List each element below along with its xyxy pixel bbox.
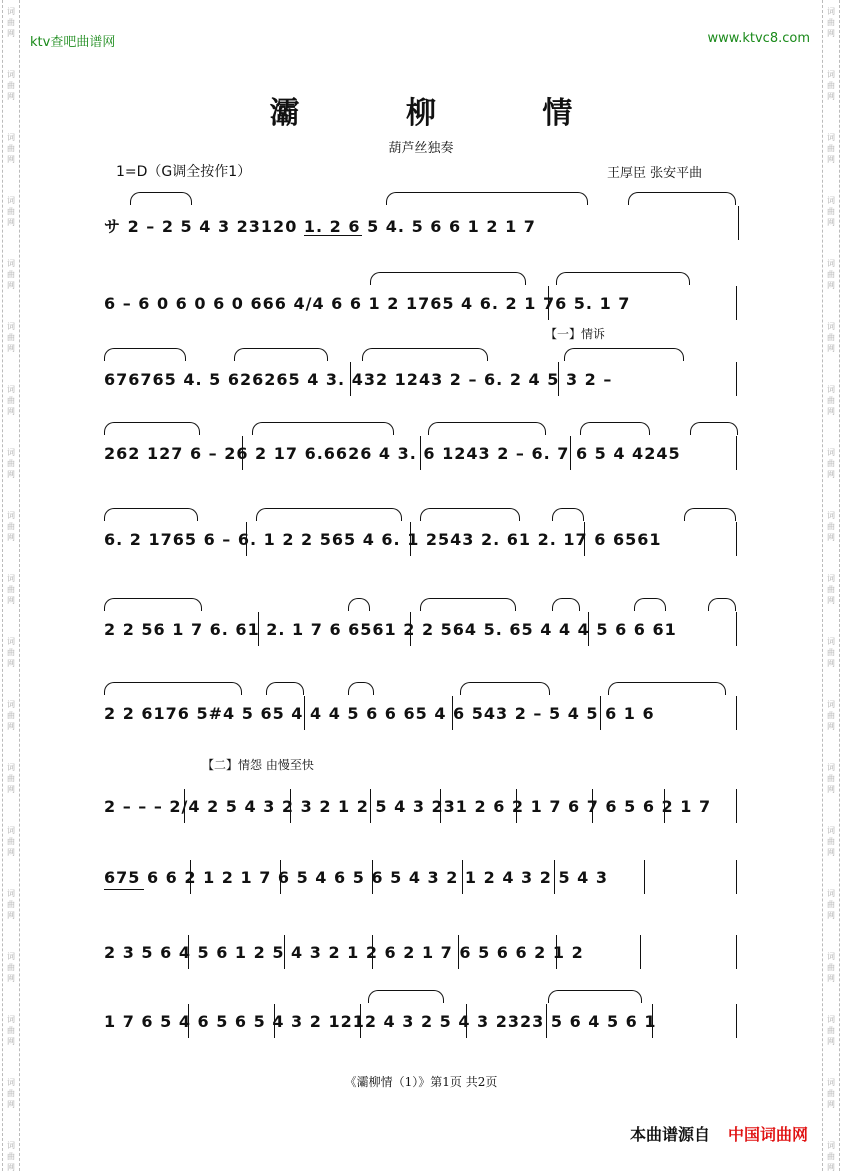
barline: [440, 789, 441, 823]
barline: [736, 696, 737, 730]
notation-line-2: [104, 286, 740, 332]
barline: [736, 1004, 737, 1038]
watermark-glyphs: 词 曲 网: [7, 511, 15, 542]
slur: [266, 682, 304, 695]
notation-line-3: [104, 362, 740, 408]
slur: [556, 272, 690, 285]
watermark-glyphs: 词 曲 网: [7, 7, 15, 38]
slur: [348, 682, 374, 695]
barline: [350, 362, 351, 396]
notation-line-8: [104, 789, 740, 835]
watermark-glyphs: 词 曲 网: [827, 322, 835, 353]
barline: [738, 206, 739, 240]
watermark-glyphs: 词 曲 网: [7, 448, 15, 479]
slur: [234, 348, 328, 361]
notation-text: 675 6 6 2 1 2 1 7 6 5 4 6 5 6 5 4 3 2 1 2 4 3 2 5 4 3: [104, 868, 608, 887]
source-prefix: 本曲谱源自: [629, 1125, 710, 1144]
slur: [104, 348, 186, 361]
slur: [564, 348, 684, 361]
barline: [360, 1004, 361, 1038]
barline: [188, 935, 189, 969]
watermark-glyphs: 词 曲 网: [7, 1141, 15, 1171]
barline: [736, 612, 737, 646]
barline: [462, 860, 463, 894]
notation-line-1: [104, 206, 740, 252]
slur: [608, 682, 726, 695]
watermark-glyphs: 词 曲 网: [827, 889, 835, 920]
page-footer: 《灞柳情（1）》第1页 共2页: [344, 1075, 498, 1089]
notation-line-7: [104, 696, 740, 742]
barline: [452, 696, 453, 730]
watermark-glyphs: 词 曲 网: [7, 889, 15, 920]
watermark-glyphs: 词 曲 网: [827, 952, 835, 983]
watermark-glyphs: 词 曲 网: [7, 385, 15, 416]
key-signature: 1=D（G调全按作1）: [116, 164, 252, 180]
underline: [304, 235, 362, 236]
slur: [580, 422, 650, 435]
watermark-glyphs: 词 曲 网: [827, 763, 835, 794]
slur: [104, 598, 202, 611]
barline: [548, 286, 549, 320]
barline: [290, 789, 291, 823]
barline: [246, 522, 247, 556]
watermark-glyphs: 词 曲 网: [7, 826, 15, 857]
watermark-glyphs: 词 曲 网: [7, 196, 15, 227]
watermark-glyphs: 词 曲 网: [7, 259, 15, 290]
barline: [516, 789, 517, 823]
barline: [184, 789, 185, 823]
barline: [458, 935, 459, 969]
watermark-glyphs: 词 曲 网: [7, 700, 15, 731]
notation-line-11: [104, 1004, 740, 1050]
notation-text: 6 – 6 0 6 0 6 0 666 4/4 6 6 1 2 1765 4 6. 2 1 76 5. 1 7: [104, 294, 631, 313]
watermark-glyphs: 词 曲 网: [827, 259, 835, 290]
watermark-glyphs: 词 曲 网: [7, 637, 15, 668]
barline: [570, 436, 571, 470]
barline: [584, 522, 585, 556]
barline: [370, 789, 371, 823]
watermark-glyphs: 词 曲 网: [7, 1015, 15, 1046]
slur: [708, 598, 736, 611]
notation-text: 262 127 6 – 26 2 17 6.6626 4 3. 6 1243 2 – 6. 7 6 5 4 4245: [104, 444, 681, 463]
slur: [348, 598, 370, 611]
barline: [554, 860, 555, 894]
watermark-glyphs: 词 曲 网: [827, 826, 835, 857]
barline: [410, 612, 411, 646]
barline: [372, 935, 373, 969]
slur: [634, 598, 666, 611]
notation-line-4: [104, 436, 740, 482]
watermark-glyphs: 词 曲 网: [7, 1078, 15, 1109]
watermark-glyphs: 词 曲 网: [827, 637, 835, 668]
barline: [284, 935, 285, 969]
watermark-glyphs: 词 曲 网: [827, 7, 835, 38]
barline: [600, 696, 601, 730]
site-url-right[interactable]: www.ktvc8.com: [707, 31, 810, 46]
slur: [420, 598, 516, 611]
source-credit: [630, 1122, 808, 1145]
barline: [592, 789, 593, 823]
notation-text: 2 2 6176 5#4 5 65 4 4 4 5 6 6 65 4 6 543 2 – 5 4 5 6 1 6: [104, 704, 655, 723]
notation-text: 6. 2 1765 6 – 6. 1 2 2 565 4 6. 1 2543 2. 61 2. 17 6 6561: [104, 530, 662, 549]
watermark-glyphs: 词 曲 网: [827, 511, 835, 542]
barline: [242, 436, 243, 470]
slur: [362, 348, 488, 361]
watermark-glyphs: 词 曲 网: [827, 133, 835, 164]
barline: [736, 789, 737, 823]
slur: [684, 508, 736, 521]
slur: [104, 682, 242, 695]
barline: [588, 612, 589, 646]
notation-line-9: [104, 860, 740, 906]
watermark-glyphs: 词 曲 网: [827, 1078, 835, 1109]
barline: [190, 860, 191, 894]
barline: [466, 1004, 467, 1038]
section-label-2: 【二】情怨 由慢至快: [202, 758, 314, 772]
barline: [558, 362, 559, 396]
slur: [386, 192, 588, 205]
watermark-glyphs: 词 曲 网: [827, 196, 835, 227]
slur: [252, 422, 394, 435]
barline: [736, 436, 737, 470]
barline: [736, 860, 737, 894]
notation-text: 2 – – – 2/4 2 5 4 3 2 3 2 1 2 5 4 3 231 2 6 2 1 7 6 7 6 5 6 2 1 7: [104, 797, 712, 816]
barline: [556, 935, 557, 969]
slur: [256, 508, 402, 521]
barline: [546, 1004, 547, 1038]
slur: [460, 682, 550, 695]
slur: [104, 422, 200, 435]
notation-line-5: [104, 522, 740, 568]
barline: [372, 860, 373, 894]
slur: [130, 192, 192, 205]
watermark-glyphs: 词 曲 网: [827, 1141, 835, 1171]
slur: [370, 272, 526, 285]
barline: [304, 696, 305, 730]
watermark-glyphs: 词 曲 网: [7, 763, 15, 794]
barline: [664, 789, 665, 823]
barline: [420, 436, 421, 470]
watermark-glyphs: 词 曲 网: [7, 322, 15, 353]
barline: [736, 522, 737, 556]
slur: [368, 990, 444, 1003]
slur: [104, 508, 198, 521]
watermark-glyphs: 词 曲 网: [7, 952, 15, 983]
slur: [548, 990, 642, 1003]
barline: [410, 522, 411, 556]
notation-text: サ 2 – 2 5 4 3 23120 1. 2 6 5 4. 5 6 6 1 2 1 7: [104, 217, 536, 236]
composer: 王厚臣 张安平曲: [607, 166, 703, 181]
watermark-glyphs: 词 曲 网: [7, 70, 15, 101]
notation-text: 1 7 6 5 4 6 5 6 5 4 3 2 1212 4 3 2 5 4 3 2323 5 6 4 5 6 1: [104, 1012, 657, 1031]
barline: [736, 935, 737, 969]
notation-text: 676765 4. 5 626265 4 3. 432 1243 2 – 6. 2 4 5 3 2 –: [104, 370, 613, 389]
notation-text: 2 3 5 6 4 5 6 1 2 5 4 3 2 1 2 6 2 1 7 6 5 6 6 2 1 2: [104, 943, 584, 962]
song-title: 灞 柳 情: [269, 96, 621, 131]
section-label-1: 【一】情诉: [545, 327, 606, 341]
watermark-glyphs: 词 曲 网: [827, 1015, 835, 1046]
barline: [258, 612, 259, 646]
barline: [640, 935, 641, 969]
barline: [736, 362, 737, 396]
notation-line-10: [104, 935, 740, 981]
watermark-glyphs: 词 曲 网: [827, 574, 835, 605]
notation-text: 2 2 56 1 7 6. 61 2. 1 7 6 6561 2 2 564 5. 65 4 4 4 5 6 6 61: [104, 620, 677, 639]
left-margin-watermark: [2, 0, 20, 1171]
watermark-glyphs: 词 曲 网: [7, 133, 15, 164]
watermark-glyphs: 词 曲 网: [827, 700, 835, 731]
barline: [274, 1004, 275, 1038]
slur: [552, 508, 584, 521]
slur: [690, 422, 738, 435]
barline: [736, 286, 737, 320]
notation-line-6: [104, 612, 740, 658]
barline: [652, 1004, 653, 1038]
site-name-left[interactable]: ktv查吧曲谱网: [30, 35, 116, 50]
slur: [552, 598, 580, 611]
slur: [628, 192, 736, 205]
barline: [280, 860, 281, 894]
watermark-glyphs: 词 曲 网: [827, 448, 835, 479]
source-name-link[interactable]: 中国词曲网: [727, 1125, 808, 1144]
right-margin-watermark: [822, 0, 840, 1171]
song-subtitle: 葫芦丝独奏: [388, 141, 454, 156]
barline: [644, 860, 645, 894]
slur: [420, 508, 520, 521]
watermark-glyphs: 词 曲 网: [827, 385, 835, 416]
slur: [428, 422, 546, 435]
watermark-glyphs: 词 曲 网: [7, 574, 15, 605]
underline: [104, 889, 144, 890]
watermark-glyphs: 词 曲 网: [827, 70, 835, 101]
barline: [188, 1004, 189, 1038]
